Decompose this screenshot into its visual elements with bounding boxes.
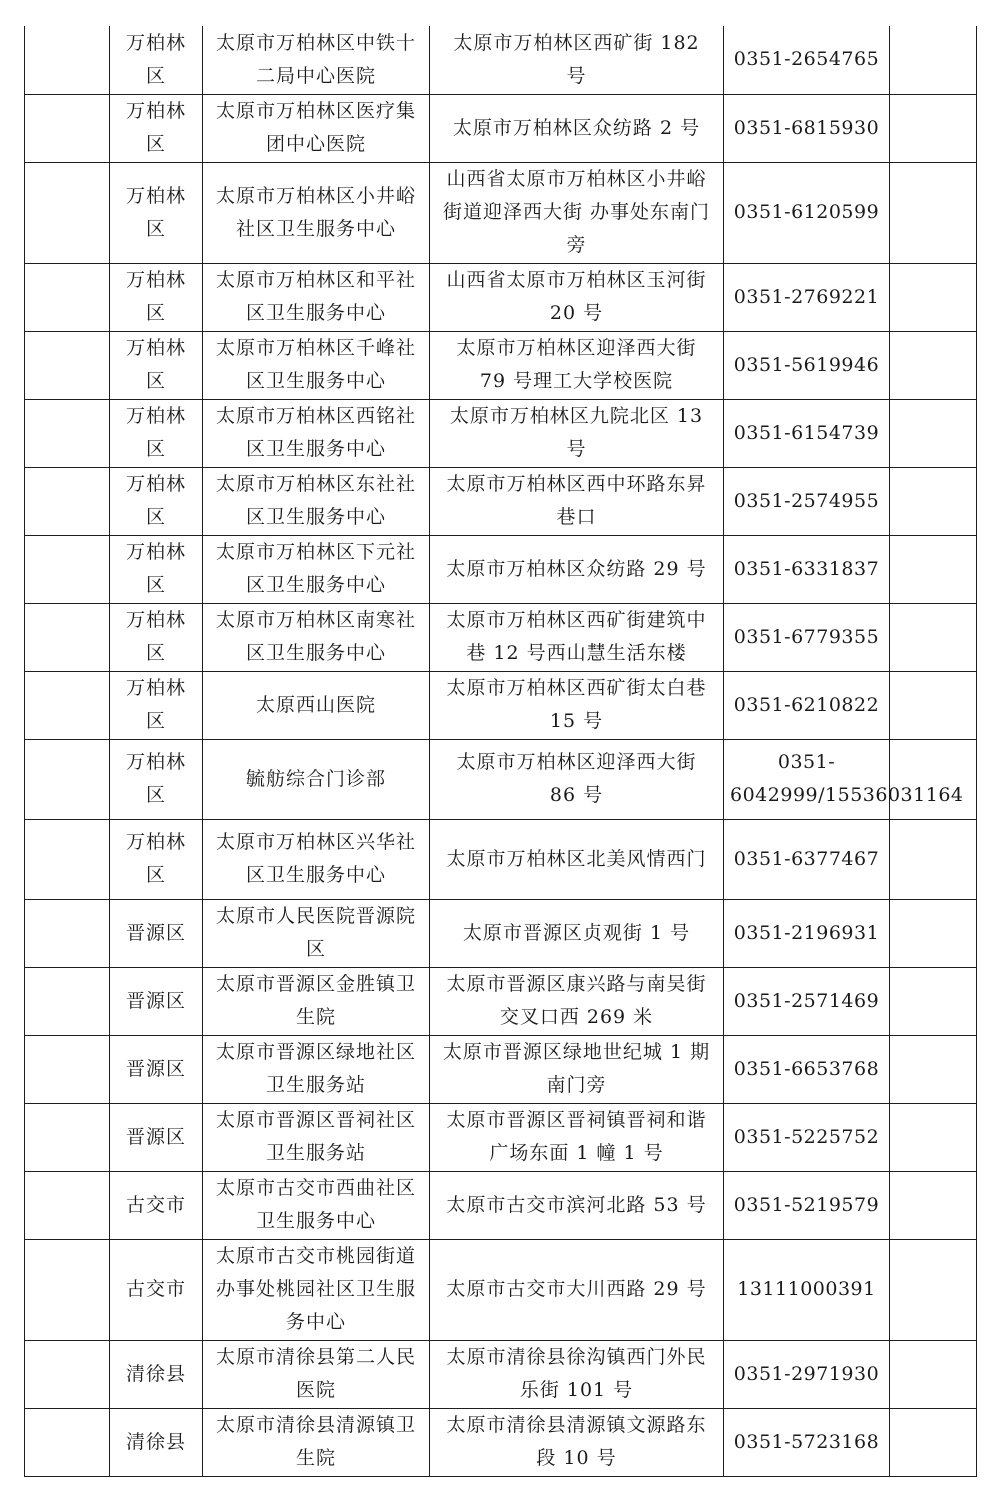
- phone-cell: 0351-2769221: [724, 263, 890, 331]
- phone-cell: 0351-5219579: [724, 1171, 890, 1239]
- district-cell: 晋源区: [110, 1035, 203, 1103]
- blank-right-cell: [890, 399, 977, 467]
- blank-right-cell: [890, 1340, 977, 1408]
- phone-cell: 0351-6120599: [724, 162, 890, 263]
- district-cell: 万柏林区: [110, 263, 203, 331]
- phone-cell: 13111000391: [724, 1239, 890, 1340]
- table-row: [25, 26, 977, 94]
- table-row: [25, 967, 977, 1035]
- blank-left-cell: [25, 1340, 110, 1408]
- district-cell: 清徐县: [110, 1408, 203, 1476]
- table-row: [25, 467, 977, 535]
- district-cell: 万柏林区: [110, 739, 203, 819]
- facility-name-cell: 太原市晋源区晋祠社区卫生服务站: [203, 1103, 430, 1171]
- district-cell: 万柏林区: [110, 399, 203, 467]
- address-cell: 太原市万柏林区九院北区 13 号: [430, 399, 724, 467]
- facility-name-cell: 毓舫综合门诊部: [203, 739, 430, 819]
- blank-right-cell: [890, 1103, 977, 1171]
- address-cell: 太原市万柏林区西中环路东昇巷口: [430, 467, 724, 535]
- blank-right-cell: [890, 162, 977, 263]
- table-row: [25, 1103, 977, 1171]
- facility-name-cell: 太原市万柏林区南寒社区卫生服务中心: [203, 603, 430, 671]
- blank-right-cell: [890, 671, 977, 739]
- district-cell: 晋源区: [110, 899, 203, 967]
- address-cell: 太原市清徐县徐沟镇西门外民乐街 101 号: [430, 1340, 724, 1408]
- phone-cell: 0351-6653768: [724, 1035, 890, 1103]
- facility-name-cell: 太原市万柏林区医疗集团中心医院: [203, 94, 430, 162]
- address-cell: 太原市古交市大川西路 29 号: [430, 1239, 724, 1340]
- district-cell: 万柏林区: [110, 467, 203, 535]
- clinic-table: [24, 26, 977, 1477]
- facility-name-cell: 太原市万柏林区东社社区卫生服务中心: [203, 467, 430, 535]
- facility-name-cell: 太原市万柏林区下元社区卫生服务中心: [203, 535, 430, 603]
- table-row: [25, 331, 977, 399]
- table-row: [25, 94, 977, 162]
- blank-right-cell: [890, 1408, 977, 1476]
- blank-left-cell: [25, 399, 110, 467]
- blank-right-cell: [890, 1171, 977, 1239]
- blank-right-cell: [890, 1239, 977, 1340]
- blank-left-cell: [25, 603, 110, 671]
- blank-left-cell: [25, 94, 110, 162]
- facility-name-cell: 太原市清徐县第二人民医院: [203, 1340, 430, 1408]
- blank-left-cell: [25, 26, 110, 94]
- address-cell: 太原市晋源区晋祠镇晋祠和谐广场东面 1 幢 1 号: [430, 1103, 724, 1171]
- address-cell: 太原市万柏林区迎泽西大街 79 号理工大学校医院: [430, 331, 724, 399]
- address-cell: 山西省太原市万柏林区玉河街 20 号: [430, 263, 724, 331]
- blank-left-cell: [25, 331, 110, 399]
- table-row: [25, 899, 977, 967]
- blank-left-cell: [25, 1171, 110, 1239]
- phone-cell: 0351-6815930: [724, 94, 890, 162]
- phone-cell: 0351-2571469: [724, 967, 890, 1035]
- facility-name-cell: 太原市清徐县清源镇卫生院: [203, 1408, 430, 1476]
- phone-cell: 0351-2971930: [724, 1340, 890, 1408]
- blank-right-cell: [890, 331, 977, 399]
- table-row: [25, 1340, 977, 1408]
- district-cell: 万柏林区: [110, 94, 203, 162]
- blank-left-cell: [25, 967, 110, 1035]
- phone-cell: 0351-6377467: [724, 819, 890, 899]
- blank-left-cell: [25, 899, 110, 967]
- address-cell: 太原市晋源区贞观街 1 号: [430, 899, 724, 967]
- facility-name-cell: 太原市人民医院晋源院区: [203, 899, 430, 967]
- table-row: [25, 603, 977, 671]
- phone-cell: 0351-6779355: [724, 603, 890, 671]
- blank-right-cell: [890, 739, 977, 819]
- district-cell: 晋源区: [110, 1103, 203, 1171]
- facility-name-cell: 太原市万柏林区和平社区卫生服务中心: [203, 263, 430, 331]
- district-cell: 万柏林区: [110, 26, 203, 94]
- blank-left-cell: [25, 263, 110, 331]
- phone-cell: 0351-6154739: [724, 399, 890, 467]
- facility-name-cell: 太原西山医院: [203, 671, 430, 739]
- facility-name-cell: 太原市古交市西曲社区卫生服务中心: [203, 1171, 430, 1239]
- address-cell: 太原市万柏林区西矿街 182 号: [430, 26, 724, 94]
- phone-cell: 0351-6331837: [724, 535, 890, 603]
- facility-name-cell: 太原市万柏林区千峰社区卫生服务中心: [203, 331, 430, 399]
- table-row: [25, 1171, 977, 1239]
- phone-cell: 0351-6210822: [724, 671, 890, 739]
- facility-name-cell: 太原市古交市桃园街道办事处桃园社区卫生服务中心: [203, 1239, 430, 1340]
- table-row: [25, 162, 977, 263]
- address-cell: 太原市晋源区康兴路与南吴街交叉口西 269 米: [430, 967, 724, 1035]
- address-cell: 太原市晋源区绿地世纪城 1 期南门旁: [430, 1035, 724, 1103]
- facility-name-cell: 太原市晋源区绿地社区卫生服务站: [203, 1035, 430, 1103]
- facility-name-cell: 太原市晋源区金胜镇卫生院: [203, 967, 430, 1035]
- table-row: [25, 671, 977, 739]
- district-cell: 晋源区: [110, 967, 203, 1035]
- address-cell: 太原市万柏林区西矿街建筑中巷 12 号西山慧生活东楼: [430, 603, 724, 671]
- blank-right-cell: [890, 819, 977, 899]
- table-row: [25, 535, 977, 603]
- blank-left-cell: [25, 1239, 110, 1340]
- phone-cell: 0351-2196931: [724, 899, 890, 967]
- table-row: [25, 1035, 977, 1103]
- facility-name-cell: 太原市万柏林区小井峪社区卫生服务中心: [203, 162, 430, 263]
- address-cell: 太原市万柏林区众纺路 2 号: [430, 94, 724, 162]
- facility-name-cell: 太原市万柏林区西铭社区卫生服务中心: [203, 399, 430, 467]
- blank-right-cell: [890, 535, 977, 603]
- blank-right-cell: [890, 967, 977, 1035]
- address-cell: 太原市清徐县清源镇文源路东段 10 号: [430, 1408, 724, 1476]
- facility-name-cell: 太原市万柏林区中铁十二局中心医院: [203, 26, 430, 94]
- blank-left-cell: [25, 739, 110, 819]
- phone-cell: 0351-5619946: [724, 331, 890, 399]
- phone-cell: 0351-5723168: [724, 1408, 890, 1476]
- blank-right-cell: [890, 94, 977, 162]
- district-cell: 万柏林区: [110, 162, 203, 263]
- address-cell: 太原市万柏林区北美风情西门: [430, 819, 724, 899]
- district-cell: 清徐县: [110, 1340, 203, 1408]
- facility-name-cell: 太原市万柏林区兴华社区卫生服务中心: [203, 819, 430, 899]
- blank-left-cell: [25, 467, 110, 535]
- table-row: [25, 819, 977, 899]
- address-cell: 太原市万柏林区众纺路 29 号: [430, 535, 724, 603]
- blank-right-cell: [890, 899, 977, 967]
- blank-right-cell: [890, 467, 977, 535]
- table-row: [25, 399, 977, 467]
- table-row: [25, 263, 977, 331]
- phone-cell: 0351-2654765: [724, 26, 890, 94]
- blank-right-cell: [890, 1035, 977, 1103]
- district-cell: 万柏林区: [110, 819, 203, 899]
- phone-cell: 0351-2574955: [724, 467, 890, 535]
- blank-left-cell: [25, 162, 110, 263]
- blank-right-cell: [890, 603, 977, 671]
- address-cell: 太原市万柏林区迎泽西大街 86 号: [430, 739, 724, 819]
- blank-left-cell: [25, 671, 110, 739]
- district-cell: 万柏林区: [110, 535, 203, 603]
- district-cell: 古交市: [110, 1171, 203, 1239]
- blank-left-cell: [25, 1103, 110, 1171]
- address-cell: 山西省太原市万柏林区小井峪街道迎泽西大街 办事处东南门旁: [430, 162, 724, 263]
- blank-left-cell: [25, 1408, 110, 1476]
- blank-right-cell: [890, 26, 977, 94]
- blank-left-cell: [25, 819, 110, 899]
- district-cell: 万柏林区: [110, 603, 203, 671]
- clinic-table-body: [25, 26, 977, 1476]
- document-page: [24, 26, 976, 1473]
- district-cell: 万柏林区: [110, 671, 203, 739]
- phone-cell: 0351-5225752: [724, 1103, 890, 1171]
- district-cell: 万柏林区: [110, 331, 203, 399]
- table-row: [25, 739, 977, 819]
- district-cell: 古交市: [110, 1239, 203, 1340]
- blank-left-cell: [25, 1035, 110, 1103]
- blank-left-cell: [25, 535, 110, 603]
- phone-cell: 0351-6042999/15536031164: [724, 739, 890, 819]
- address-cell: 太原市万柏林区西矿街太白巷 15 号: [430, 671, 724, 739]
- blank-right-cell: [890, 263, 977, 331]
- table-row: [25, 1408, 977, 1476]
- address-cell: 太原市古交市滨河北路 53 号: [430, 1171, 724, 1239]
- table-row: [25, 1239, 977, 1340]
